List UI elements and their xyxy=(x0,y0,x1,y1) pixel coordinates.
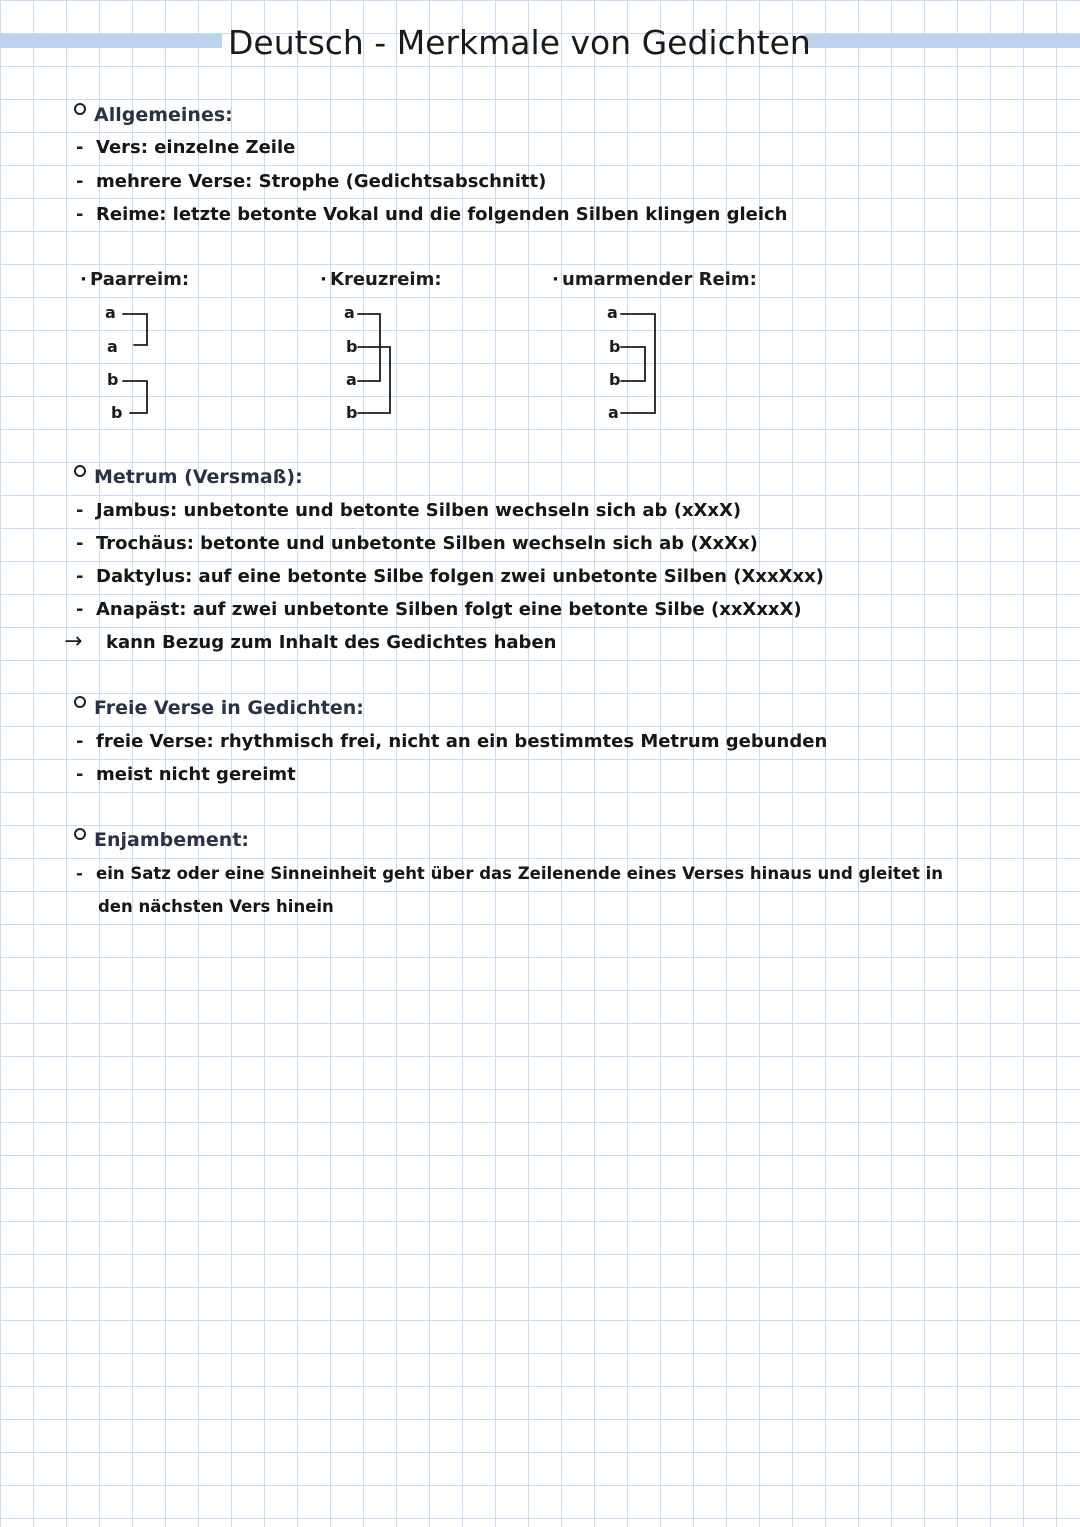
rhyme-letter: a xyxy=(107,337,118,356)
list-item: - Vers: einzelne Zeile xyxy=(76,137,296,158)
page-title: Deutsch - Merkmale von Gedichten xyxy=(228,23,811,62)
list-item-continuation: den nächsten Vers hinein xyxy=(98,897,334,916)
rhyme-letter: a xyxy=(105,303,116,322)
rhyme-letter: b xyxy=(609,337,621,356)
section-heading-freie-verse: Freie Verse in Gedichten: xyxy=(74,695,364,721)
list-item: - ein Satz oder eine Sinneinheit geht über das Zeilenende eines Verses hinaus und gleitet in xyxy=(76,864,943,883)
title-highlight-right xyxy=(804,34,1080,48)
circle-bullet-icon xyxy=(74,696,86,708)
arrow-right-icon: → xyxy=(64,629,83,654)
metrum-note: kann Bezug zum Inhalt des Gedichtes haben xyxy=(106,632,557,653)
rhyme-letter: a xyxy=(607,303,618,322)
section-heading-enjambement: Enjambement: xyxy=(74,827,249,853)
rhyme-letter: a xyxy=(344,303,355,322)
title-highlight-left xyxy=(0,34,222,48)
list-item: - meist nicht gereimt xyxy=(76,764,296,785)
circle-bullet-icon xyxy=(74,465,86,477)
section-heading-metrum: Metrum (Versmaß): xyxy=(74,464,303,490)
list-item: - mehrere Verse: Strophe (Gedichtsabschnitt) xyxy=(76,171,547,192)
circle-bullet-icon xyxy=(74,103,86,115)
rhyme-letter: b xyxy=(107,370,119,389)
rhyme-letter: b xyxy=(111,403,123,422)
rhyme-letter: a xyxy=(608,403,619,422)
rhyme-letter: b xyxy=(609,370,621,389)
list-item: - Trochäus: betonte und unbetonte Silben wechseln sich ab (XxXx) xyxy=(76,533,758,554)
rhyme-scheme-title-umarmender-reim: · umarmender Reim: xyxy=(552,269,757,290)
rhyme-letter: b xyxy=(346,403,358,422)
section-heading-allgemeines: Allgemeines: xyxy=(74,102,233,128)
list-item: - freie Verse: rhythmisch frei, nicht an ein bestimmtes Metrum gebunden xyxy=(76,731,828,752)
list-item: - Jambus: unbetonte und betonte Silben wechseln sich ab (xXxX) xyxy=(76,500,742,521)
list-item: - Reime: letzte betonte Vokal und die folgenden Silben klingen gleich xyxy=(76,204,788,225)
rhyme-letter: b xyxy=(346,337,358,356)
rhyme-scheme-title-kreuzreim: · Kreuzreim: xyxy=(320,269,442,290)
rhyme-scheme-title-paarreim: · Paarreim: xyxy=(80,269,190,290)
rhyme-letter: a xyxy=(346,370,357,389)
circle-bullet-icon xyxy=(74,828,86,840)
list-item: - Anapäst: auf zwei unbetonte Silben folgt eine betonte Silbe (xxXxxX) xyxy=(76,599,802,620)
list-item: - Daktylus: auf eine betonte Silbe folgen zwei unbetonte Silben (XxxXxx) xyxy=(76,566,824,587)
